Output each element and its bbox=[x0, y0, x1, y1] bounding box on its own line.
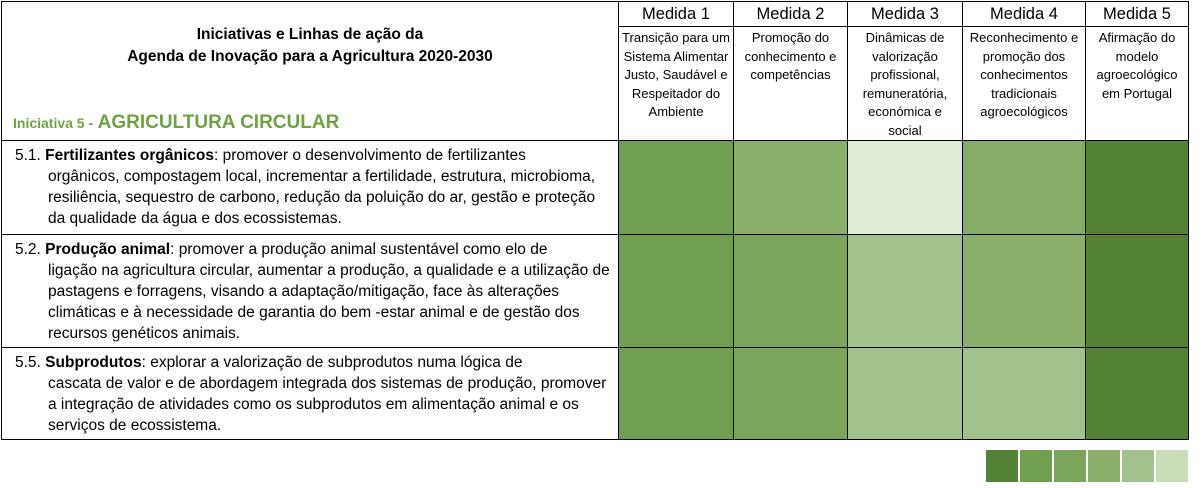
measure-title: Medida 5 bbox=[1085, 5, 1189, 27]
measure-description: Afirmação do modelo agroecológico em Portugal bbox=[1096, 30, 1178, 101]
level-cell bbox=[963, 141, 1086, 235]
measure-description: Dinâmicas de valorização profissional, remuneratória, económica e social bbox=[862, 30, 948, 138]
legend-swatch bbox=[1122, 450, 1154, 482]
level-cell bbox=[1086, 235, 1189, 348]
action-line-intro: : promover o desenvolvimento de fertilizantes bbox=[214, 147, 526, 164]
legend-swatch bbox=[1054, 450, 1086, 482]
action-line-name: Produção animal bbox=[45, 241, 171, 258]
level-cell bbox=[619, 141, 734, 235]
action-line-description: cascata de valor e de abordagem integrada dos sistemas de produção, promover a integração de atividades como os subprodutos em alimentação animal e os serviços de ecossistema. bbox=[48, 375, 607, 434]
measure-description: Promoção do conhecimento e competências bbox=[744, 30, 837, 82]
action-line-number: 5.1. bbox=[15, 147, 41, 164]
action-line-description: ligação na agricultura circular, aumentar a produção, a qualidade e a utilização de pastagens e forragens, visando a adaptação/mitigação, face às alterações climáticas e à necessidade de garantia do bem -estar animal e de gestão dos recursos genéticos animais. bbox=[48, 262, 610, 342]
level-cell bbox=[619, 235, 734, 348]
action-line-text bbox=[2, 235, 619, 348]
legend-swatch bbox=[1020, 450, 1052, 482]
level-cell bbox=[1086, 348, 1189, 440]
table-row bbox=[2, 235, 1189, 348]
measure-description: Transição para um Sistema Alimentar Justo, Saudável e Respeitador do Ambiente bbox=[622, 30, 730, 119]
action-line-name: Subprodutos bbox=[45, 354, 142, 371]
legend-swatch bbox=[986, 450, 1018, 482]
measure-header-2 bbox=[734, 2, 848, 141]
action-line-description: orgânicos, compostagem local, incrementar a fertilidade, estrutura, microbioma, resiliência, sequestro de carbono, redução da poluição do ar, gestão e proteção da qualidade da água e dos ecossistemas. bbox=[48, 168, 596, 227]
measure-description: Reconhecimento e promoção dos conhecimentos tradicionais agroecológicos bbox=[969, 30, 1079, 119]
level-cell bbox=[848, 141, 963, 235]
action-line-text bbox=[2, 348, 619, 440]
level-cell bbox=[848, 348, 963, 440]
action-line-number: 5.2. bbox=[15, 241, 41, 258]
action-line-text bbox=[2, 141, 619, 235]
initiative-name: AGRICULTURA CIRCULAR bbox=[97, 112, 340, 133]
level-cell bbox=[619, 348, 734, 440]
level-cell bbox=[848, 235, 963, 348]
table-title-cell bbox=[2, 2, 619, 141]
measure-title: Medida 4 bbox=[962, 5, 1086, 27]
action-line-intro: : explorar a valorização de subprodutos numa lógica de bbox=[141, 354, 523, 371]
color-scale-legend bbox=[986, 450, 1190, 482]
action-line-intro: : promover a produção animal sustentável como elo de bbox=[170, 241, 548, 258]
table-row bbox=[2, 141, 1189, 235]
measure-header-3 bbox=[848, 2, 963, 141]
measure-header-4 bbox=[963, 2, 1086, 141]
action-line-name: Fertilizantes orgânicos bbox=[45, 147, 214, 164]
level-cell bbox=[734, 235, 848, 348]
measure-header-5 bbox=[1086, 2, 1189, 141]
alignment-table bbox=[1, 1, 1189, 440]
header-row bbox=[2, 2, 1189, 141]
table-title bbox=[2, 24, 618, 68]
measure-header-1 bbox=[619, 2, 734, 141]
level-cell bbox=[734, 348, 848, 440]
table-row bbox=[2, 348, 1189, 440]
measure-title: Medida 2 bbox=[733, 5, 848, 27]
title-line-1: Iniciativas e Linhas de ação da bbox=[196, 26, 424, 43]
legend-swatch bbox=[1156, 450, 1188, 482]
measure-title: Medida 3 bbox=[847, 5, 963, 27]
measure-title: Medida 1 bbox=[618, 5, 734, 27]
legend-swatch bbox=[1088, 450, 1120, 482]
level-cell bbox=[963, 235, 1086, 348]
initiative-label bbox=[13, 112, 339, 134]
initiative-prefix: Iniciativa 5 - bbox=[13, 115, 94, 131]
action-line-number: 5.5. bbox=[15, 354, 41, 371]
level-cell bbox=[963, 348, 1086, 440]
level-cell bbox=[734, 141, 848, 235]
title-line-2: Agenda de Inovação para a Agricultura 2020-2030 bbox=[127, 48, 493, 65]
level-cell bbox=[1086, 141, 1189, 235]
